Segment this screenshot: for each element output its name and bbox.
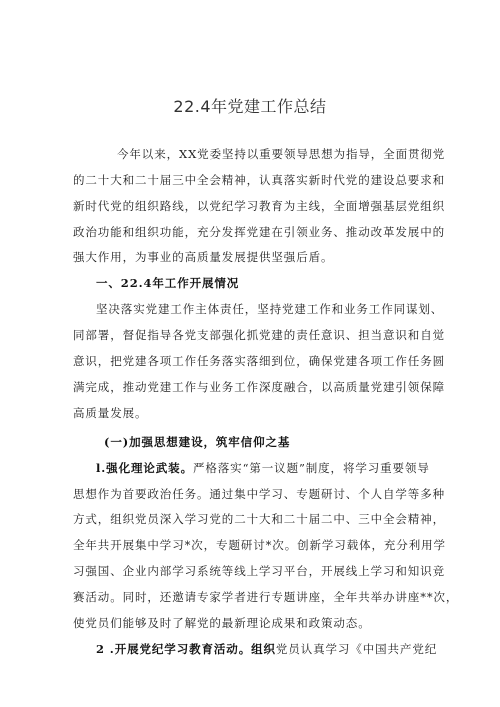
intro-line-3: 新时代党的组织路线，以党纪学习教育为主线，全面增强基层党组织 bbox=[73, 199, 445, 213]
item1-line-6: 赛活动。同时，还邀请专家学者进行专题讲座，全年共举办讲座**次， bbox=[73, 590, 459, 604]
item1-line1-rest: 严格落实“第一议题”制度，将学习重要领导 bbox=[192, 461, 430, 475]
section1-line-2: 同部署，督促指导各党支部强化抓党建的责任意识、担当意识和自觉 bbox=[73, 328, 445, 342]
item1-bold-lead: l.强化理论武装。 bbox=[96, 461, 193, 475]
item2-rest-bold: 组织 bbox=[251, 642, 276, 656]
intro-line-5: 强大作用，为事业的高质量发展提供坚强后盾。 bbox=[73, 250, 334, 264]
item1-line-2: 思想作为首要政治任务。通过集中学习、专题研讨、个人自学等多种 bbox=[73, 487, 445, 501]
item1-line-5: 习强国、企业内部学习系统等线上学习平台，开展线上学习和知识竞 bbox=[73, 564, 445, 578]
item1-line-3: 方式，组织党员深入学习党的二十大和二十届二中、三中全会精神， bbox=[73, 512, 445, 526]
subsection-heading-1: (一)加强思想建设，筑牢信仰之基 bbox=[104, 435, 291, 449]
section-heading-1: 一、22.4年工作开展情况 bbox=[96, 276, 240, 290]
document-title: 22.4年党建工作总结 bbox=[173, 97, 327, 116]
intro-line-2: 的二十大和二十届三中全会精神，认真落实新时代党的建设总要求和 bbox=[73, 173, 445, 187]
item1-line-1 bbox=[96, 461, 430, 475]
intro-line-4: 政治功能和组织功能，充分发挥党建在引领业务、推动改革发展中的 bbox=[73, 225, 445, 239]
item1-line-7: 使党员们能够及时了解党的最新理论成果和政策动态。 bbox=[73, 616, 371, 630]
section1-line-5: 高质量发展。 bbox=[73, 406, 148, 420]
section1-line-1: 坚决落实党建工作主体责任，坚持党建工作和业务工作同谋划、 bbox=[96, 302, 444, 316]
section1-line-3: 意识，把党建各项工作任务落实落细到位，确保党建各项工作任务圆 bbox=[73, 354, 445, 368]
intro-line-1: 今年以来，XX党委坚持以重要领导思想为指导，全面贯彻党 bbox=[117, 147, 446, 161]
item2-rest: 党员认真学习《中国共产党纪 bbox=[275, 642, 438, 656]
item2-bold-lead: 2 .开展党纪学习教育活动。 bbox=[96, 642, 252, 656]
item1-line-4: 全年共开展集中学习*次，专题研讨*次。创新学习载体，充分利用学 bbox=[73, 538, 446, 552]
section1-line-4: 满完成，推动党建工作与业务工作深度融合，以高质量党建引领保障 bbox=[73, 380, 445, 394]
item2-line-1 bbox=[96, 642, 437, 656]
